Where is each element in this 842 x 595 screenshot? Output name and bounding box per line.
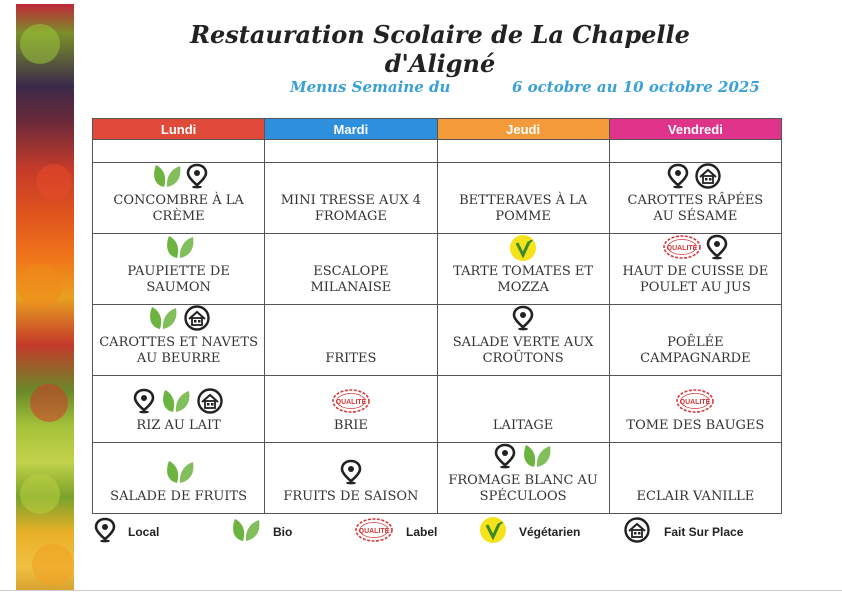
bio-leaf-icon: [229, 517, 261, 548]
dish-name: CAROTTES RÂPÉES AU SÉSAME: [627, 193, 764, 224]
spacer-cell: [609, 140, 781, 163]
spacer-cell: [437, 140, 609, 163]
menu-cell: [93, 305, 265, 376]
dish-name: SALADE VERTE AUX CROÛTONS: [452, 335, 594, 366]
dish-icons: [93, 388, 264, 416]
day-header-vendredi: Vendredi: [609, 119, 781, 140]
fruit-decoration: [16, 4, 74, 591]
dish-name: TOME DES BAUGES: [626, 418, 765, 433]
local-pin-icon: [494, 443, 516, 474]
menu-cell: [609, 234, 781, 305]
menu-week-dates: 6 octobre au 10 octobre 2025: [512, 78, 760, 96]
dish-name: FRITES: [325, 351, 377, 366]
dish-name: HAUT DE CUISSE DE POULET AU JUS: [622, 264, 769, 295]
local-pin-icon: [186, 163, 208, 194]
legend-label: Local: [128, 525, 160, 539]
menu-cell: [93, 163, 265, 234]
legend-item-vegetarien: [477, 516, 580, 548]
dish-name: PAUPIETTE DE SAUMON: [127, 264, 230, 295]
menu-cell: [265, 305, 437, 376]
legend-item-bio: [227, 516, 292, 548]
label-qualite-icon: [354, 517, 394, 548]
dish-icons: [438, 388, 609, 416]
legend-item-label: [352, 516, 437, 548]
dish-name: RIZ AU LAIT: [136, 418, 221, 433]
local-pin-icon: [512, 305, 534, 336]
dish-name: MINI TRESSE AUX 4 FROMAGE: [280, 193, 421, 224]
label-qualite-icon: [331, 388, 371, 419]
legend: [92, 516, 782, 548]
day-header-lundi: Lundi: [93, 119, 265, 140]
menu-cell: [437, 443, 609, 514]
legend-label: Bio: [273, 525, 293, 539]
dish-icons: [265, 234, 436, 262]
dish-icons: [265, 163, 436, 191]
day-header-row: [93, 119, 782, 140]
label-qualite-icon: [662, 234, 702, 265]
menu-cell: [93, 234, 265, 305]
dish-name: FROMAGE BLANC AU SPÉCULOOS: [448, 473, 598, 504]
menu-cell: [609, 305, 781, 376]
dish-name: ESCALOPE MILANAISE: [310, 264, 392, 295]
local-pin-icon: [340, 459, 362, 490]
fait-sur-place-icon: [622, 517, 652, 548]
dish-name: LAITAGE: [492, 418, 554, 433]
menu-row: [93, 376, 782, 443]
menu-body: [93, 163, 782, 514]
dish-icons: [438, 305, 609, 333]
bio-leaf-icon: [520, 443, 552, 474]
vegetarien-icon: [479, 516, 507, 549]
svg-text:QUALITÉ: QUALITÉ: [680, 399, 711, 406]
page-edge: [0, 590, 842, 591]
dish-name: CAROTTES ET NAVETS AU BEURRE: [99, 335, 258, 366]
bio-leaf-icon: [146, 305, 178, 336]
local-pin-icon: [133, 388, 155, 419]
bio-leaf-icon: [163, 459, 195, 490]
page-title: Restauration Scolaire de La Chapelle d'Aligné: [190, 20, 690, 78]
menu-row: [93, 234, 782, 305]
menu-cell: [609, 163, 781, 234]
dish-icons: [93, 234, 264, 262]
legend-item-fait-sur-place: [620, 516, 743, 548]
legend-label: Végétarien: [519, 525, 581, 539]
legend-item-local: [92, 516, 159, 548]
menu-cell: [609, 376, 781, 443]
dish-name: TARTE TOMATES ET MOZZA: [453, 264, 594, 295]
dish-icons: [93, 459, 264, 487]
menu-cell: [609, 443, 781, 514]
dish-icons: [265, 388, 436, 416]
menu-cell: [265, 163, 437, 234]
fait-sur-place-icon: [195, 388, 225, 419]
dish-icons: [610, 163, 781, 191]
dish-icons: [93, 163, 264, 191]
day-header-jeudi: Jeudi: [437, 119, 609, 140]
day-header-mardi: Mardi: [265, 119, 437, 140]
menu-cell: [437, 163, 609, 234]
dish-name: POÊLÉE CAMPAGNARDE: [640, 335, 751, 366]
dish-icons: [610, 305, 781, 333]
legend-label: Fait Sur Place: [664, 525, 744, 539]
dish-icons: [610, 388, 781, 416]
dish-name: BETTERAVES À LA POMME: [459, 193, 588, 224]
legend-label: Label: [406, 525, 438, 539]
menu-row: [93, 305, 782, 376]
local-pin-icon: [706, 234, 728, 265]
menu-cell: [265, 443, 437, 514]
menu-cell: [437, 234, 609, 305]
label-qualite-icon: [675, 388, 715, 419]
menu-row: [93, 443, 782, 514]
spacer-row: [93, 140, 782, 163]
svg-text:QUALITÉ: QUALITÉ: [667, 245, 698, 252]
bio-leaf-icon: [163, 234, 195, 265]
svg-text:QUALITÉ: QUALITÉ: [358, 527, 390, 535]
dish-icons: [438, 443, 609, 471]
dish-name: SALADE DE FRUITS: [110, 489, 248, 504]
menu-table: [92, 118, 782, 514]
menu-cell: [437, 305, 609, 376]
vegetarien-icon: [509, 234, 537, 267]
dish-icons: [265, 321, 436, 349]
dish-icons: [610, 459, 781, 487]
dish-name: ECLAIR VANILLE: [636, 489, 755, 504]
menu-cell: [437, 376, 609, 443]
menu-cell: [93, 443, 265, 514]
fait-sur-place-icon: [693, 163, 723, 194]
local-pin-icon: [94, 517, 116, 548]
menu-cell: [93, 376, 265, 443]
dish-icons: [265, 459, 436, 487]
menu-row: [93, 163, 782, 234]
spacer-cell: [93, 140, 265, 163]
bio-leaf-icon: [159, 388, 191, 419]
fait-sur-place-icon: [182, 305, 212, 336]
dish-icons: [93, 305, 264, 333]
dish-icons: [438, 234, 609, 262]
bio-leaf-icon: [150, 163, 182, 194]
menu-cell: [265, 376, 437, 443]
menu-week-label: Menus Semaine du: [290, 78, 451, 96]
svg-text:QUALITÉ: QUALITÉ: [335, 399, 367, 406]
local-pin-icon: [667, 163, 689, 194]
dish-name: BRIE: [333, 418, 368, 433]
dish-name: CONCOMBRE À LA CRÈME: [113, 193, 244, 224]
dish-name: FRUITS DE SAISON: [283, 489, 419, 504]
dish-icons: [438, 163, 609, 191]
dish-icons: [610, 234, 781, 262]
menu-cell: [265, 234, 437, 305]
spacer-cell: [265, 140, 437, 163]
